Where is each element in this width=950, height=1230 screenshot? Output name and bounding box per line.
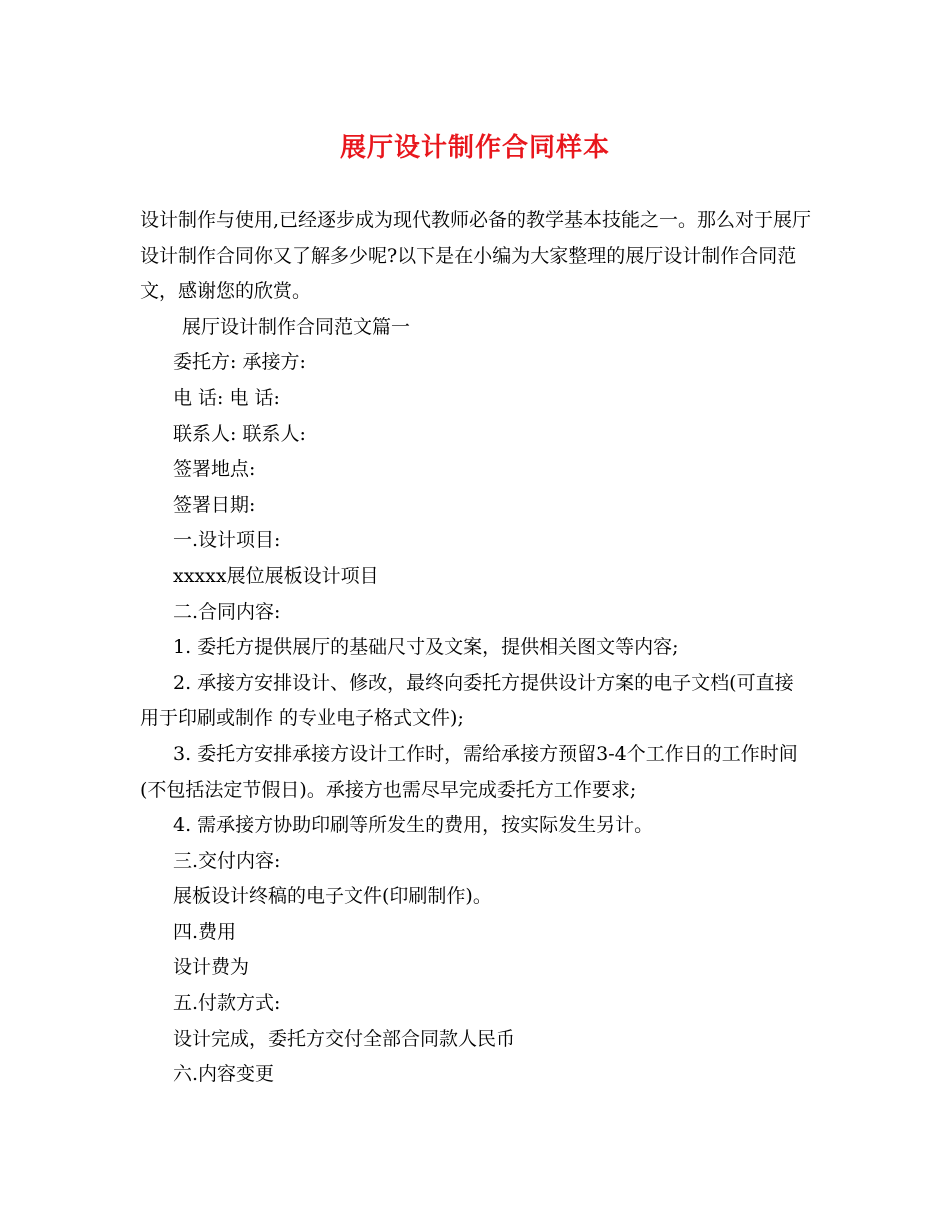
heading-content-change: 六.内容变更: [173, 1063, 275, 1086]
line-sign-place: 签署地点:: [173, 458, 256, 481]
line-project-name: xxxxx展位展板设计项目: [173, 564, 379, 587]
heading-contract-content: 二.合同内容:: [173, 600, 281, 623]
line-payment: 设计完成，委托方交付全部合同款人民币: [173, 1027, 516, 1050]
intro-paragraph: 设计制作与使用,已经逐步成为现代教师必备的教学基本技能之一。那么对于展厅设计制作合同你又了解多少呢?以下是在小编为大家整理的展厅设计制作合同范文，感谢您的欣赏。: [140, 209, 812, 303]
line-party: 委托方: 承接方:: [173, 351, 306, 374]
line-contact: 联系人: 联系人:: [173, 422, 306, 445]
line-delivery-content: 展板设计终稿的电子文件(印刷制作)。: [173, 885, 492, 908]
line-phone: 电 话: 电 话:: [173, 386, 280, 409]
clause-4: 4. 需承接方协助印刷等所发生的费用，按实际发生另计。: [173, 814, 654, 837]
clause-2: 2. 承接方安排设计、修改，最终向委托方提供设计方案的电子文档(可直接用于印刷或制作 的专业电子格式文件);: [140, 671, 794, 730]
section-heading: 展厅设计制作合同范文篇一: [182, 315, 411, 338]
document-title: 展厅设计制作合同样本: [339, 133, 610, 163]
clause-1: 1. 委托方提供展厅的基础尺寸及文案，提供相关图文等内容;: [173, 636, 679, 659]
heading-payment: 五.付款方式:: [173, 992, 281, 1015]
heading-delivery: 三.交付内容:: [173, 849, 281, 872]
clause-3: 3. 委托方安排承接方设计工作时，需给承接方预留3-4个工作日的工作时间(不包括法定节假日)。承接方也需尽早完成委托方工作要求;: [140, 742, 798, 801]
heading-design-project: 一.设计项目:: [173, 529, 281, 552]
heading-fee: 四.费用: [173, 920, 237, 943]
document-body: [140, 203, 812, 1093]
line-sign-date: 签署日期:: [173, 493, 256, 516]
line-fee: 设计费为: [173, 956, 250, 979]
